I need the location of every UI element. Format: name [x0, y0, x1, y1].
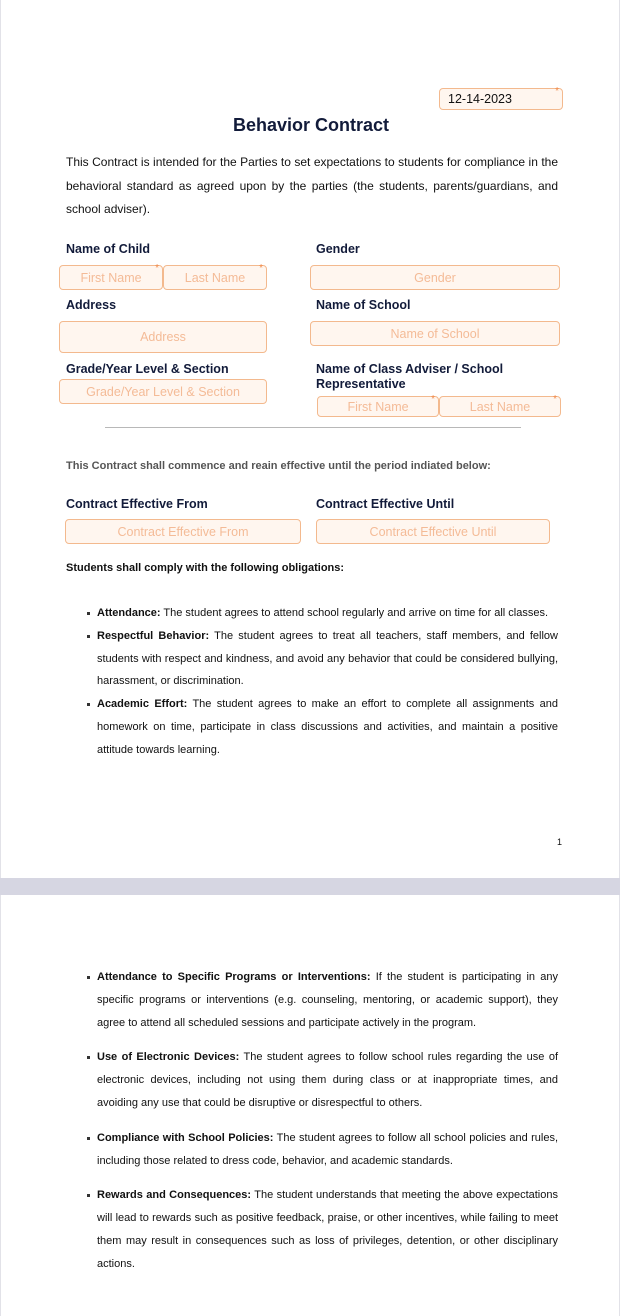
- placeholder-text: Last Name: [469, 399, 531, 414]
- required-marker: *: [553, 394, 557, 405]
- page-separator: [0, 878, 620, 895]
- date-field[interactable]: [439, 88, 563, 110]
- effective-note: This Contract shall commence and reain effective until the period indiated below:: [66, 460, 491, 472]
- placeholder-text: Last Name: [184, 270, 246, 285]
- item-term: Respectful Behavior:: [97, 629, 210, 642]
- item-text: The student understands that meeting the above expectations will lead to rewards such as positive feedback, praise, or other incentives, while failing to meet them may result in consequences such as loss of privileges, detention, or other disciplinary actions.: [97, 1189, 558, 1270]
- list-item: [66, 625, 558, 693]
- item-text: The student agrees to follow school rules regarding the use of electronic devices, including not using them during class or at inappropriate times, and avoiding any use that could be disruptive or disrespectful to others.: [97, 1051, 558, 1109]
- item-term: Attendance to Specific Programs or Interventions:: [97, 971, 371, 983]
- item-term: Rewards and Consequences:: [97, 1189, 252, 1202]
- required-marker: *: [431, 394, 435, 405]
- item-text: The student agrees to make an effort to complete all assignments and homework on time, participate in class discussions and activities, and maintain a positive attitude towards learning.: [97, 698, 558, 756]
- required-marker: *: [155, 263, 159, 274]
- item-text: If the student is participating in any specific programs or interventions (e.g. counseling, mentoring, or academic support), they agree to attend all scheduled sessions and participate actively in the program.: [97, 971, 558, 1029]
- obligations-list-page1: [66, 602, 558, 762]
- item-text: The student agrees to treat all teachers, staff members, and fellow students with respect and kindness, and avoid any behavior that could be considered bullying, harassment, or discrimination.: [97, 629, 558, 688]
- adviser-label: Name of Class Adviser / School Representative: [316, 362, 504, 391]
- adviser-first-name-input[interactable]: [317, 396, 439, 417]
- item-term: Attendance:: [97, 607, 161, 619]
- page-title: Behavior Contract: [232, 115, 390, 135]
- obligations-list-page2: [66, 966, 558, 1276]
- grade-input[interactable]: [59, 379, 267, 404]
- required-marker: *: [259, 263, 263, 274]
- item-text: The student agrees to attend school regularly and arrive on time for all classes.: [160, 607, 549, 619]
- address-label: Address: [66, 298, 117, 312]
- placeholder-text: Grade/Year Level & Section: [86, 384, 240, 399]
- effective-until-label: Contract Effective Until: [316, 497, 455, 511]
- divider: [105, 427, 521, 428]
- school-label: Name of School: [316, 298, 411, 312]
- list-item: [66, 693, 558, 761]
- item-term: Use of Electronic Devices:: [97, 1051, 240, 1064]
- obligations-heading: Students shall comply with the following obligations:: [66, 562, 345, 574]
- placeholder-text: Gender: [414, 270, 456, 285]
- item-term: Compliance with School Policies:: [97, 1131, 274, 1144]
- placeholder-text: Address: [140, 330, 186, 344]
- list-item: [66, 1184, 558, 1275]
- document-page-2: [0, 895, 620, 1316]
- effective-until-input[interactable]: [316, 519, 550, 544]
- intro-paragraph: This Contract is intended for the Parties to set expectations to students for compliance in the behavioral standard as agreed upon by the parties (the students, parents/guardians, and school adviser).: [66, 155, 558, 216]
- item-term: Academic Effort:: [97, 698, 188, 711]
- placeholder-text: First Name: [347, 399, 409, 414]
- placeholder-text: Name of School: [390, 326, 480, 341]
- gender-input[interactable]: [310, 265, 560, 290]
- grade-label: Grade/Year Level & Section: [66, 362, 229, 376]
- gender-label: Gender: [316, 242, 360, 256]
- placeholder-text: Contract Effective From: [117, 524, 249, 539]
- list-item: [66, 1127, 558, 1173]
- placeholder-text: First Name: [80, 270, 142, 285]
- school-input[interactable]: [310, 321, 560, 346]
- effective-from-label: Contract Effective From: [66, 497, 208, 511]
- effective-from-input[interactable]: [65, 519, 301, 544]
- name-of-child-label: Name of Child: [66, 242, 151, 256]
- child-last-name-input[interactable]: [163, 265, 267, 290]
- address-input[interactable]: [59, 321, 267, 353]
- list-item: [66, 602, 558, 625]
- date-value: 12-14-2023: [448, 92, 512, 106]
- item-text: The student agrees to follow all school policies and rules, including those related to dress code, behavior, and academic standards.: [97, 1131, 558, 1167]
- adviser-last-name-input[interactable]: [439, 396, 561, 417]
- required-marker: *: [555, 86, 559, 97]
- list-item: [66, 1046, 558, 1114]
- list-item: [66, 966, 558, 1034]
- page-number: 1: [557, 837, 563, 847]
- placeholder-text: Contract Effective Until: [369, 524, 497, 539]
- child-first-name-input[interactable]: [59, 265, 163, 290]
